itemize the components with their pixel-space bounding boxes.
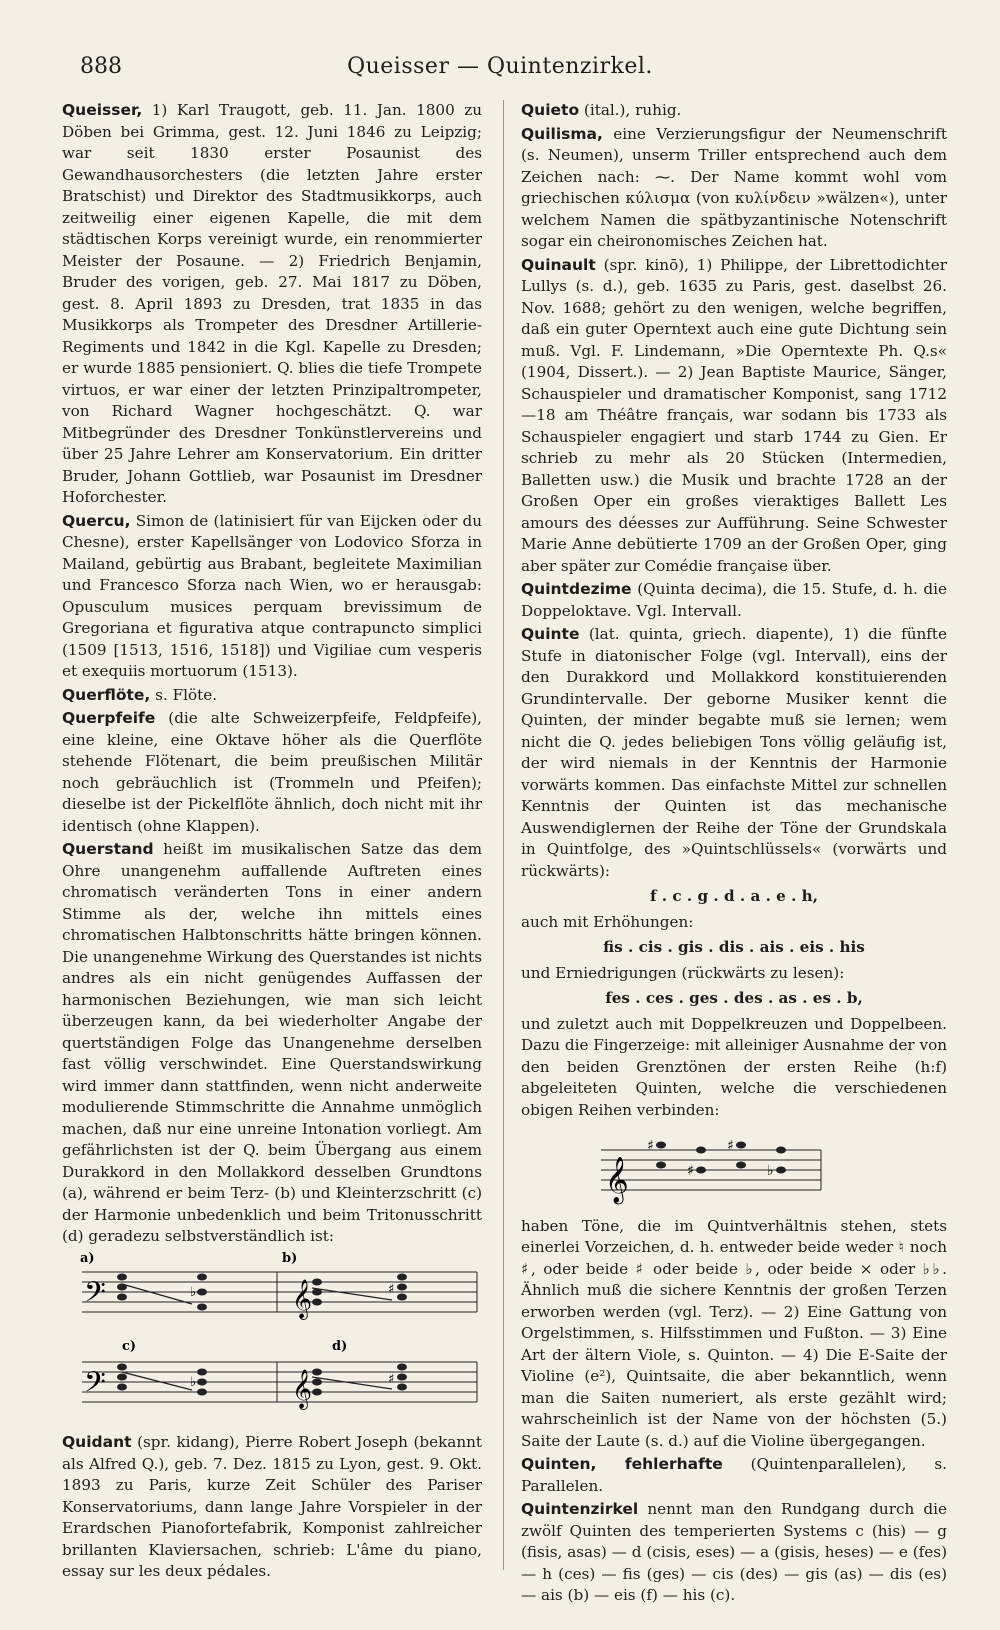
entry-text: (spr. kinō), 1) Philippe, der Librettodichter Lullys (s. d.), geb. 1635 zu Paris, gest. daselbst 26. Nov. 1688; gehört zu den wenigen, welche begriffen, daß ein guter Operntext auch eine gute Dichtung sein muß. Vgl. F. Lindemann, »Die Operntexte Ph. Q.s« (1904, Dissert.). — 2) Jean Baptiste Maurice, Sänger, Schauspieler und dramatischer Komponist, sang 1712—18 am Théâtre français, war sodann bis 1733 als Schauspieler engagiert und starb 1744 zu Gien. Er schrieb zu mehr als 20 Stücken (Intermedien, Balletten usw.) die Musik und brachte 1728 an der Großen Oper ein großes vieraktiges Ballett Les amours des déesses zur Aufführung. Seine Schwester Marie Anne debütierte 1709 an der Großen Oper, ging aber später zur Comédie française über. — [521, 255, 947, 575]
sharp-icon: ♯ — [388, 1281, 395, 1297]
sharp-icon: ♯ — [388, 1371, 395, 1387]
page-number: 888 — [80, 54, 122, 79]
entry-text: s. Flöte. — [150, 685, 218, 704]
entry-queisser — [62, 100, 482, 509]
headword: Querpfeife — [62, 709, 156, 727]
entry-quinault — [521, 255, 947, 578]
entry-text: (Quintenparallelen), s. Parallelen. — [521, 1455, 947, 1495]
quint-series-natural: f . c . g . d . a . e . h, — [649, 887, 819, 905]
sharp-icon: ♯ — [727, 1138, 734, 1154]
right-column — [521, 100, 947, 1607]
example-label-a: a) — [80, 1251, 95, 1266]
running-title: Queisser — Quintenzirkel. — [347, 54, 653, 79]
treble-clef-icon: 𝄞 — [605, 1157, 629, 1203]
headword: Querflöte, — [62, 685, 151, 704]
entry-text: nennt man den Rundgang durch die zwölf Quinten des temperierten Systems c (his) — g (fisis, asas) — d (cisis, eses) — a (gisis, heses) — e (fes) — h (ces) — fis (ges) — cis (des) — gis (as) — dis (es) — ais (b) — eis (f) — his (c). — [521, 1500, 947, 1604]
flat-icon: ♭ — [190, 1374, 197, 1390]
entry-querstand — [62, 839, 482, 1248]
entry-text-line: auch mit Erhöhungen: — [521, 912, 694, 931]
entry-quieto — [521, 100, 947, 122]
left-column — [62, 100, 482, 1583]
entry-text: Simon de (latinisiert für van Eijcken oder du Chesne), erster Kapellsänger von Lodovico Sforza in Mailand, gebürtig aus Brabant, begleitete Maximilian und Francesco Sforza nach Wien, wo er herausgab: Opusculum musices perquam brevissimum de Gregoriana et figurativa atque contrapuncto simplici (1509 [1513, 1516, 1518]) und Vigiliae cum vesperis et exequiis mortuorum (1513). — [62, 511, 482, 680]
entry-quercu — [62, 511, 482, 683]
page-header — [70, 52, 930, 92]
sharp-icon: ♯ — [647, 1138, 654, 1154]
entry-quilisma — [521, 124, 947, 253]
headword: Quintenzirkel — [521, 1500, 639, 1518]
headword: Queisser, — [62, 101, 143, 119]
entry-text: (die alte Schweizerpfeife, Feldpfeife), eine kleine, eine Oktave höher als die Querflöte stehende Flötenart, die beim preußischen Militär noch gebräuchlich ist (Trommeln und Pfeifen); dieselbe ist der Pickelflöte ähnlich, doch nicht mit ihr identisch (ohne Klappen). — [62, 709, 482, 835]
headword: Quintdezime — [521, 580, 632, 598]
entry-text-line: und Erniedrigungen (rückwärts zu lesen): — [521, 963, 845, 982]
entry-text: eine Verzierungsfigur der Neumenschrift (s. Neumen), unserm Triller entsprechend auch dem Zeichen nach: ⁓. Der Name kommt wohl vom griechischen κύλισμα (von κυλίνδειν »wälzen«), unter welchem Namen die spätbyzantinische Notenschrift sogar ein cheironomisches Zeichen hat. — [521, 124, 947, 250]
treble-clef-icon: 𝄞 — [292, 1368, 313, 1409]
music-example-querstand — [62, 1252, 482, 1422]
headword: Querstand — [62, 840, 154, 858]
example-label-d: d) — [332, 1338, 348, 1354]
entry-quintdezime — [521, 579, 947, 622]
example-label-c: c) — [122, 1338, 137, 1354]
entry-quintenzirkel — [521, 1499, 947, 1607]
headword: Quidant — [62, 1433, 132, 1451]
treble-clef-icon: 𝄞 — [292, 1278, 313, 1319]
entry-text: (Quinta decima), die 15. Stufe, d. h. die Doppeloktave. Vgl. Intervall. — [521, 580, 947, 620]
sharp-icon: ♯ — [687, 1163, 694, 1179]
example-label-b: b) — [282, 1251, 298, 1266]
bass-clef-icon: 𝄢 — [84, 1365, 106, 1406]
entry-text: (ital.), ruhig. — [579, 101, 682, 119]
column-divider — [503, 100, 504, 1570]
entry-text-line: haben Töne, die im Quintverhältnis stehen, stets einerlei Vorzeichen, d. h. entweder beide weder ♮ noch ♯, oder beide ♯ oder beide ♭, oder beide × oder ♭♭. Ähnlich muß die sichere Kenntnis der großen Terzen erworben werden (vgl. Terz). — 2) Eine Gattung von Orgelstimmen, s. Hilfsstimmen und Fußton. — 3) Eine Art der ältern Viole, s. Quinton. — 4) Die E-Saite der Violine (e²), Quintsaite, die aber bekanntlich, wenn man die Saiten numeriert, als erste gezählt wird; wahrscheinlich ist der Name von der höchsten (5.) Saite der Laute (s. d.) auf die Violine übergegangen. — [521, 1216, 947, 1450]
headword: Quilisma, — [521, 124, 603, 143]
headword: Quinten, fehlerhafte — [521, 1455, 723, 1473]
headword: Quieto — [521, 101, 580, 119]
entry-querpfeife — [62, 708, 482, 837]
entry-querfloete — [62, 685, 482, 707]
entry-quidant — [62, 1432, 482, 1583]
entry-text: (spr. kidang), Pierre Robert Joseph (bekannt als Alfred Q.), geb. 7. Dez. 1815 zu Lyon, gest. 9. Okt. 1893 zu Paris, kurze Zeit Schüler des Pariser Konservatoriums, dann lange Jahre Vorspieler in der Erardschen Pianofortefabrik, Komponist zahlreicher brillanten Klaviersachen, schrieb: L'âme du piano, essay sur les deux pédales. — [62, 1433, 482, 1580]
entry-text: (lat. quinta, griech. diapente), 1) die fünfte Stufe in diatonischer Folge (vgl. Intervall), eins der den Durakkord und Mollakkord konstituierenden Grundintervalle. Der geborne Musiker kennt die Quinten, der minder begabte muß sie lernen; wem nicht die Q. jedes beliebigen Tons völlig geläufig ist, der wird niemals in der Kenntnis der Harmonie vorwärts kommen. Das einfachste Mittel zur schnellen Kenntnis der Quinten ist das mechanische Auswendiglernen der Reihe der Töne der Grundskala in Quintfolge, des »Quintschlüssels« (vorwärts und rückwärts): — [521, 625, 947, 880]
entry-text: 1) Karl Traugott, geb. 11. Jan. 1800 zu Döben bei Grimma, gest. 12. Juni 1846 zu Leipzig; war seit 1830 erster Posaunist des Gewandhausorchesters (die letzten Jahre erster Bratschist) und Direktor des Stadtmusikkorps, auch zeitweilig einer eigenen Kapelle, die mit dem städtischen Korps vereinigt wurde, ein renommierter Meister der Posaune. — 2) Friedrich Benjamin, Bruder des vorigen, geb. 27. Mai 1817 zu Döben, gest. 8. April 1893 zu Dresden, trat 1835 in das Musikkorps als Trompeter des Dresdner Artillerie-Regiments und 1842 in die Kgl. Kapelle zu Dresden; er wurde 1885 pensioniert. Q. blies die tiefe Trompete virtuos, er war einer der letzten Prinzipaltrompeter, von Richard Wagner hochgeschätzt. Q. war Mitbegründer des Dresdner Tonkünstlervereins und über 25 Jahre Lehrer am Konservatorium. Ein dritter Bruder, Johann Gottlieb, war Posaunist im Dresdner Hoforchester. — [62, 101, 482, 506]
headword: Quinault — [521, 255, 596, 274]
headword: Quinte — [521, 625, 580, 643]
entry-quinten-fehlerhafte — [521, 1454, 947, 1497]
quint-series-sharps: fis . cis . gis . dis . ais . eis . his — [603, 938, 865, 956]
flat-icon: ♭ — [190, 1284, 197, 1300]
bass-clef-icon: 𝄢 — [84, 1275, 106, 1316]
entry-text-line: und zuletzt auch mit Doppelkreuzen und Doppelbeen. Dazu die Fingerzeige: mit alleiniger Ausnahme der von den beiden Grenztönen der ersten Reihe (h:f) abgeleiteten Quinten, welche die verschiedenen obigen Reihen verbinden: — [521, 1014, 947, 1119]
music-example-quinten — [521, 1125, 947, 1205]
quint-series-flats: fes . ces . ges . des . as . es . b, — [605, 989, 863, 1007]
entry-quinte — [521, 624, 947, 882]
entry-text: heißt im musikalischen Satze das dem Ohre unangenehm auffallende Auftreten eines chromatisch veränderten Tons in einer andern Stimme als der, welche ihn mittels eines chromatischen Halbtonschritts hätte bringen können. Die unangenehme Wirkung des Querstandes ist nichts andres als ein nicht genügendes Auffassen der harmonischen Beziehungen, wie man sich leicht überzeugen kann, da bei wiederholter Angabe der quertständigen Folge das Unangenehme derselben fast völlig verschwindet. Eine Querstandswirkung wird immer dann stattfinden, wenn nicht anderweite modulierende Stimmschritte die Annahme unmöglich machen, daß nur eine unreine Intonation vorliegt. Am gefährlichsten ist der Q. beim Übergang aus einem Durakkord in den Mollakkord desselben Grundtons (a), während er beim Terz- (b) und Kleinterzschritt (c) der Harmonie unbedenklich und beim Tritonusschritt (d) geradezu selbstverständlich ist: — [62, 840, 482, 1245]
headword: Quercu, — [62, 511, 131, 530]
flat-icon: ♭ — [767, 1163, 774, 1179]
